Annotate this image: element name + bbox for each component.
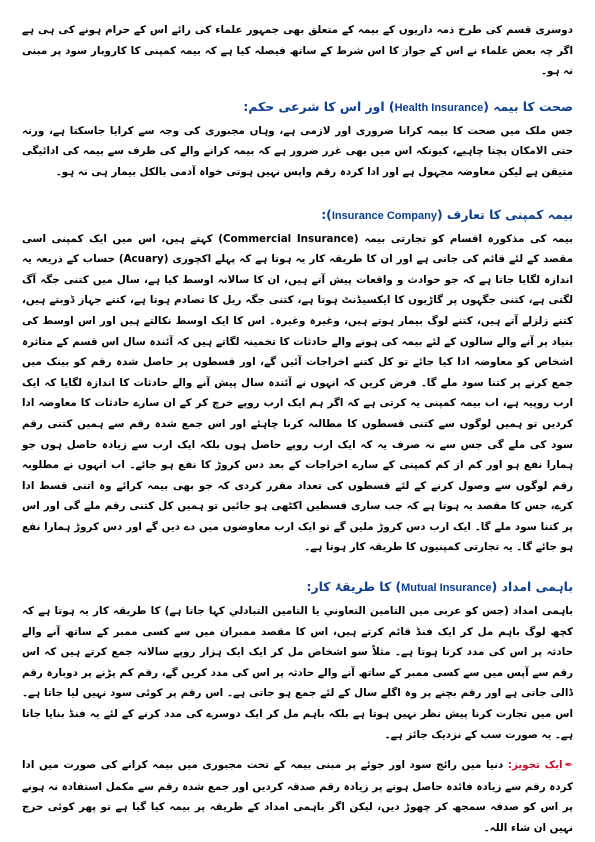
- heading-text: ) اور اس کا شرعی حکم:: [243, 98, 395, 114]
- heading-text: بیمہ کمپنی کا تعارف (: [436, 206, 573, 222]
- mutual-insurance-paragraph: باہمی امداد (جس کو عربی میں التامين التعاوني يا التامين التبادلي کہا جاتا ہے) کا طریقہ کار یہ ہوتا ہے کہ کچھ لوگ باہم مل کر ایک فنڈ قائم کرتے ہیں، اس کا مقصد ممبران میں سے کسی ممبر کے ساتھ آنے والے حادثہ پر اس کی مدد کرنا ہوتا ہے۔ مثلاً سو اشخاص مل کر ایک ایک ہزار روپے سالانہ جمع کرتے ہیں کہ اس رقم سے آپس میں سے کسی ممبر کے ساتھ آنے والے حادثہ پر اس کی مدد کریں گے، رقم کم پڑنے پر دوبارہ رقم ڈالی جاتی ہے اور رقم بچنے پر وہ اگلے سال کے لئے جمع ہو جاتی ہے۔ اس رقم پر کوئی سود نہیں لیا جاتا ہے۔ اس میں تجارت کرنا پیش نظر نہیں ہوتا ہے بلکہ باہم مل کر ایک دوسرے کی مدد کرنے کے لئے یہ فنڈ بنایا جاتا ہے۔ یہ صورت سب کے نزدیک جائز ہے۔: [22, 605, 573, 741]
- section-heading-mutual-insurance: [22, 578, 573, 597]
- quill-icon: ✒: [564, 760, 573, 772]
- heading-latin: Mutual Insurance: [401, 582, 492, 595]
- tip-label: ایک تجویز:: [507, 759, 563, 772]
- insurance-company-paragraph: بیمہ کی مذکورہ اقسام کو تجارتی بیمہ (Commercial Insurance) کہتے ہیں، اس میں ایک کمپنی اسی مقصد کے لئے قائم کی جاتی ہے اور ان کا طریقہ کار یہ ہوتا ہے کہ پہلے اکچوری (Acuary) حساب کے ذریعہ یہ اندازہ لگایا جاتا ہے کہ جو حوادث و واقعات پیش آتے ہیں، ان کا سالانہ اوسط کیا ہے، سال میں کتنی جگہ آگ لگتی ہے، کتنی جگہوں پر گاڑیوں کا ایکسیڈنٹ ہوتا ہے، کتنی جگہ ریل کا تصادم ہوتا ہے، کتنے جہاز ڈوبتے ہیں، کتنے زلزلے آتے ہیں، کتنے لوگ بیمار ہوتے ہیں، وغیرہ وغیرہ۔ اس کا ایک اوسط نکالتے ہیں اور اس اوسط کی بنیاد پر آنے والے سالوں کے لئے بیمہ کی ہونے والے حادثات کا تخمینہ لگاتے ہیں کہ آئندہ سال اس قسم کے متاثرہ اشخاص کو معاوضہ ادا کیا جائے تو کل کتنے اخراجات آئیں گے، اور قسطوں پر حاصل شدہ رقم کو بینک میں جمع کرنے پر کتنا سود ملے گا۔ فرض کریں کہ انہوں نے آئندہ سال پیش آنے والے حادثات کا اندازہ لگایا کہ ایک ارب روپیہ ہے، اب بیمہ کمپنی یہ کرتی ہے کہ اگر ہم ایک ارب روپے خرچ کر کے ان سارے حادثات کا معاوضہ ادا کردیں تو ہمیں لوگوں سے کتنی قسطوں کا مطالبہ کرنا چاہئے اور اس جمع شدہ رقم سے ہمیں کتنی رقم سود کی ملے گی جس سے نہ صرف یہ کہ ایک ارب روپے حاصل ہوں بلکہ ایک ارب سے زیادہ حاصل ہوں جو ہمارا نفع ہو اور کم از کم کمپنی کے سارے اخراجات کے بعد دس کروڑ کا نفع ہو جائے۔ اب انہوں نے مطلوبہ رقم لوگوں سے وصول کرنے کے لئے قسطوں کی تعداد مقرر کردی کہ جو بھی بیمہ کرائے وہ اتنی قسط ادا کرے، جس کا مقصد یہ ہوتا ہے کہ جب ساری قسطیں اکٹھی ہو جائیں تو ہمیں کل کتنی رقم ملے گی اور اس پر کتنا سود ملے گا۔ ایک ارب دس کروڑ ملیں گے تو ایک ارب معاوضوں میں دے دیں گے اور دس کروڑ ہمارا نفع ہو جائے گا۔ یہ تجارتی کمپنیوں کا طریقہ کار ہوتا ہے۔: [22, 232, 573, 554]
- heading-latin: Health Insurance: [394, 101, 484, 114]
- tip-paragraph: [22, 755, 573, 838]
- heading-text: باہمی امداد (: [491, 579, 573, 595]
- heading-text: ) کا طریقۂ کار:: [306, 579, 402, 595]
- intro-paragraph: دوسری قسم کی طرح ذمہ داریوں کے بیمہ کے متعلق بھی جمہور علماء کی رائے اس کے حرام ہونے کی ہی ہے اگر چہ بعض علماء نے اس کے جواز کا اس شرط کے ساتھ فیصلہ کیا ہے کہ بیمہ کمپنی کا کاروبار سود پر مبنی نہ ہو۔: [22, 24, 573, 78]
- health-insurance-paragraph: جس ملک میں صحت کا بیمہ کرانا ضروری اور لازمی ہے، وہاں مجبوری کی وجہ سے کرایا جاسکتا ہے، ورنہ حتی الامکان بچنا چاہیے، کیونکہ اس میں بھی غرر ضرور ہے کہ بیمہ کرانے والے کی طرف سے بیمہ کی ادائیگی متیقن ہے لیکن معاوضہ مجہول ہے اور ادا کردہ رقم واپس نہیں ہوتی خواہ آدمی بالکل بیمار ہی نہ ہو۔: [22, 124, 573, 178]
- heading-text: ):: [321, 206, 332, 222]
- heading-text: صحت کا بیمہ (: [483, 98, 573, 114]
- heading-latin: Insurance Company: [331, 209, 437, 222]
- section-heading-health-insurance: [22, 98, 573, 117]
- section-heading-insurance-company: [22, 206, 573, 225]
- tip-text: دنیا میں رائج سود اور جوئے پر مبنی بیمہ کے تحت مجبوری میں بیمہ کرانے کی صورت میں ادا کردہ رقم سے زیادہ فائدہ حاصل ہونے پر زیادہ رقم صدقہ کردیں اور جمع شدہ رقم سے مکمل استفادہ نہ ہونے پر اس کو صدقہ سمجھ کر چھوڑ دیں، لیکن اگر باہمی امداد کے طریقہ پر بیمہ کیا گیا ہے تو پھر کوئی حرج نہیں ان شاء اللہ۔: [22, 759, 573, 834]
- document-page: [22, 20, 573, 839]
